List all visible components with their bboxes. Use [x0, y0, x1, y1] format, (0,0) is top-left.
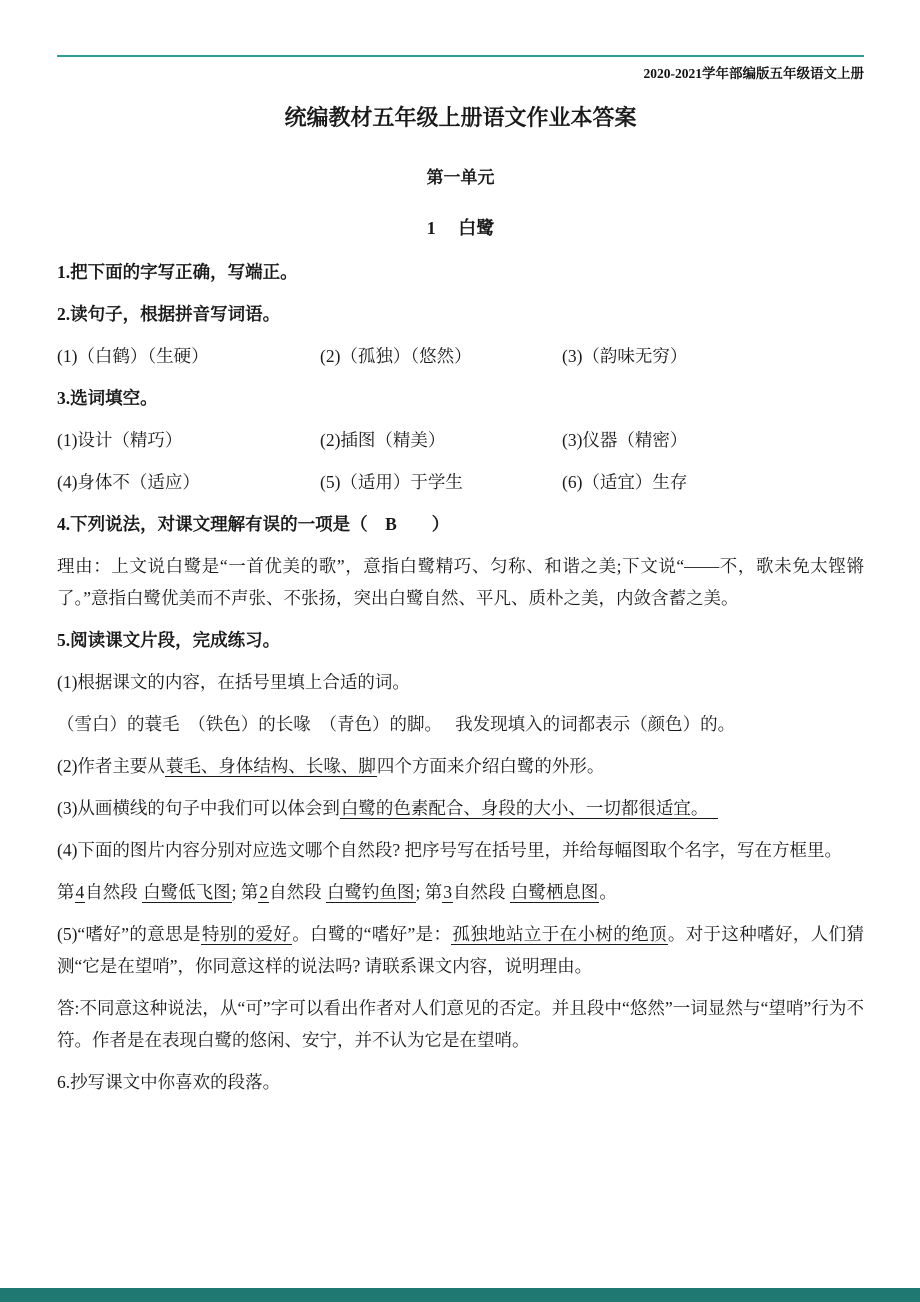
question-5-1: (1)根据课文的内容，在括号里填上合适的词。 — [57, 672, 410, 692]
lesson-heading: 1 白鹭 — [426, 218, 495, 238]
answer-row-q3-2 — [57, 466, 864, 498]
underlined-answer: 4 — [75, 882, 85, 902]
question-3: 3.选词填空。 — [57, 388, 158, 408]
question-5: 5.阅读课文片段，完成练习。 — [57, 630, 281, 650]
question-6: 6.抄写课文中你喜欢的段落。 — [57, 1072, 281, 1092]
question-5-5-answer: 答:不同意这种说法，从“可”字可以看出作者对人们意见的否定。并且段中“悠然”一词显然与“望哨”行为不符。作者是在表现白鹭的悠闲、安宁，并不认为它是在望哨。 — [57, 998, 864, 1050]
underlined-answer: 白鹭的色素配合、身段的大小、一切都很适宜。 — [340, 798, 718, 818]
text-segment: 自然段 — [85, 882, 143, 902]
answer-item: (1)设计（精巧） — [57, 430, 183, 450]
question-2: 2.读句子，根据拼音写词语。 — [57, 304, 281, 324]
text-segment: 四个方面来介绍白鹭的外形。 — [376, 756, 605, 776]
answer-item: (5)（适用）于学生 — [320, 472, 463, 492]
underlined-answer: 特别的爱好 — [201, 924, 292, 944]
underlined-answer: 孤独地站立于在小树的绝顶 — [452, 924, 667, 944]
unit-heading: 第一单元 — [426, 168, 495, 187]
question-5-5 — [57, 918, 864, 982]
header-course-label: 2020-2021学年部编版五年级语文上册 — [643, 66, 864, 81]
underlined-answer: 白鹭钓鱼图 — [327, 882, 415, 902]
underlined-answer: 3 — [443, 882, 452, 902]
answer-item: (2)（孤独）（悠然） — [320, 346, 472, 366]
footer-accent-bar — [0, 1288, 920, 1302]
question-5-3 — [57, 792, 864, 824]
text-segment: 自然段 — [453, 882, 510, 902]
text-segment: 自然段 — [269, 882, 326, 902]
answer-item: (1)（白鹤）（生硬） — [57, 346, 209, 366]
question-5-4: (4)下面的图片内容分别对应选文哪个自然段? 把序号写在括号里，并给每幅图取个名字，写在方框里。 — [57, 840, 843, 860]
underlined-answer: 白鹭低飞图 — [143, 882, 231, 902]
question-5-1-answer: （雪白）的蓑毛 （铁色）的长喙 （青色）的脚。 我发现填入的词都表示（颜色）的。 — [57, 714, 736, 734]
text-segment: (2)作者主要从 — [57, 756, 165, 776]
answer-row-q3-1 — [57, 424, 864, 456]
underlined-answer: 白鹭栖息图 — [510, 882, 599, 902]
page-title: 统编教材五年级上册语文作业本答案 — [284, 105, 637, 130]
question-4: 4.下列说法，对课文理解有误的一项是（ B ） — [57, 514, 450, 534]
answer-row-q2 — [57, 340, 864, 372]
question-5-2 — [57, 750, 864, 782]
question-5-4-answer — [57, 876, 864, 908]
text-segment: ; 第 — [231, 882, 259, 902]
question-4-reason: 理由：上文说白鹭是“一首优美的歌”，意指白鹭精巧、匀称、和谐之美;下文说“——不，歌未免太铿锵了。”意指白鹭优美而不声张、不张扬，突出白鹭自然、平凡、质朴之美，内敛含蓄之美。 — [57, 556, 864, 608]
worksheet-content — [57, 102, 864, 1108]
text-segment: 。对于这种嗜好，人们猜测“它是在望哨”，你同意这样的说法吗? 请联系课文内容，说明理由。 — [57, 924, 864, 976]
answer-item: (3)（韵味无穷） — [562, 346, 688, 366]
answer-item: (3)仪器（精密） — [562, 430, 688, 450]
answer-item: (4)身体不（适应） — [57, 472, 200, 492]
underlined-answer: 2 — [259, 882, 269, 902]
text-segment: (3)从画横线的句子中我们可以体会到 — [57, 798, 340, 818]
answer-item: (2)插图（精美） — [320, 430, 446, 450]
underlined-answer: 蓑毛、身体结构、长喙、脚 — [165, 756, 376, 776]
text-segment: 。 — [599, 882, 617, 902]
question-1: 1.把下面的字写正确，写端正。 — [57, 262, 298, 282]
text-segment: 第 — [57, 882, 75, 902]
page-header — [57, 55, 864, 82]
text-segment: (5)“嗜好”的意思是 — [57, 924, 201, 944]
answer-item: (6)（适宜）生存 — [562, 472, 688, 492]
text-segment: ; 第 — [415, 882, 443, 902]
text-segment: 。白鹭的“嗜好”是： — [292, 924, 452, 944]
